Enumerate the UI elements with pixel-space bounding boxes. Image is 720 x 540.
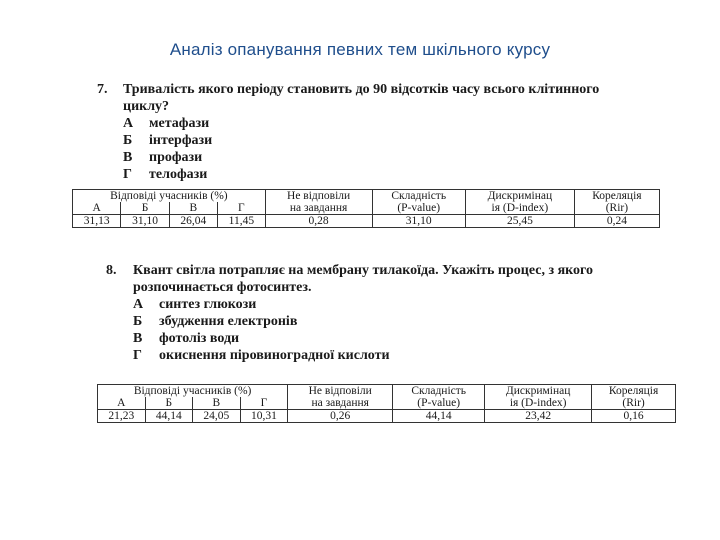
not-answered-header [288,385,393,410]
results-table-q8 [97,384,676,423]
letter-cell: Г [218,202,266,215]
correlation-header [574,190,659,215]
question-stem-line2: розпочинається фотосинтез. [133,280,312,295]
value-cell: 26,04 [169,215,217,228]
option-a [133,296,256,313]
option-b [123,132,212,149]
answers-group-header: Відповіді учасників (%) [98,385,288,398]
option-letter: Г [133,348,142,363]
question-number: 8. [106,263,117,278]
correlation-header [592,385,676,410]
value-cell: 31,10 [372,215,465,228]
option-c [133,330,239,347]
discrimination-header [485,385,592,410]
header-line: (P-value) [397,202,441,214]
option-letter: Б [123,133,133,148]
header-line: Дискримінац [505,385,571,397]
header-line: (P-value) [417,397,461,409]
value-cell: 0,16 [592,410,676,423]
header-line: на завдання [289,202,348,214]
values-row [73,215,660,228]
option-letter: Б [133,314,143,329]
option-d [123,166,207,183]
values-row [98,410,676,423]
letter-cell: А [98,397,146,410]
page-title: Аналіз опанування певних тем шкільного курсу [169,40,551,59]
header-line: (Rir) [605,202,629,214]
value-cell: 44,14 [393,410,485,423]
letter-cell: Б [121,202,169,215]
option-text: метафази [149,116,210,131]
letter-cell: А [73,202,121,215]
header-line: Складність [391,190,447,202]
value-cell: 0,26 [288,410,393,423]
option-text: синтез глюкози [159,297,257,312]
option-letter: А [133,297,144,312]
value-cell: 31,13 [73,215,121,228]
question-stem-line1: Тривалість якого періоду становить до 90 відсотків часу всього клітинного [123,82,600,97]
value-cell: 0,28 [265,215,372,228]
header-line: Складність [411,385,467,397]
discrimination-header [465,190,574,215]
header-line: Не відповіли [308,385,372,397]
header-line: ія (D-index) [509,397,567,409]
difficulty-header [372,190,465,215]
option-a [123,115,209,132]
header-line: Не відповіли [287,190,351,202]
value-cell: 21,23 [98,410,146,423]
table-header-row [98,385,676,398]
option-text: профази [149,150,203,165]
difficulty-header [393,385,485,410]
table-header-row [73,190,660,203]
letter-cell: В [193,397,241,410]
question-stem-line2: циклу? [123,99,170,114]
value-cell: 10,31 [240,410,288,423]
answers-group-header: Відповіді учасників (%) [73,190,266,203]
option-text: окиснення піровиноградної кислоти [159,348,390,363]
letter-cell: В [169,202,217,215]
header-line: Кореляція [592,190,642,202]
header-line: Кореляція [608,385,659,397]
question-8 [106,262,656,362]
option-text: збудження електронів [159,314,298,329]
option-text: інтерфази [149,133,213,148]
letter-cell: Б [145,397,193,410]
header-line: на завдання [311,397,369,409]
value-cell: 0,24 [574,215,659,228]
option-text: телофази [149,167,208,182]
option-letter: В [123,150,133,165]
option-text: фотоліз води [159,331,240,346]
value-cell: 25,45 [465,215,574,228]
header-line: Дискримінац [487,190,553,202]
header-line: (Rir) [622,397,645,409]
question-number: 7. [97,82,108,97]
option-b [133,313,297,330]
option-letter: Г [123,167,132,182]
value-cell: 24,05 [193,410,241,423]
value-cell: 11,45 [218,215,266,228]
value-cell: 23,42 [485,410,592,423]
results-table-q7 [72,189,660,228]
question-7 [97,81,667,181]
option-letter: В [133,331,143,346]
value-cell: 31,10 [121,215,169,228]
option-c [123,149,202,166]
not-answered-header [265,190,372,215]
question-stem-line1: Квант світла потрапляє на мембрану тилакоїда. Укажіть процес, з якого [133,263,594,278]
letter-cell: Г [240,397,288,410]
value-cell: 44,14 [145,410,193,423]
option-d [133,347,390,364]
header-line: ія (D-index) [491,202,549,214]
option-letter: А [123,116,134,131]
